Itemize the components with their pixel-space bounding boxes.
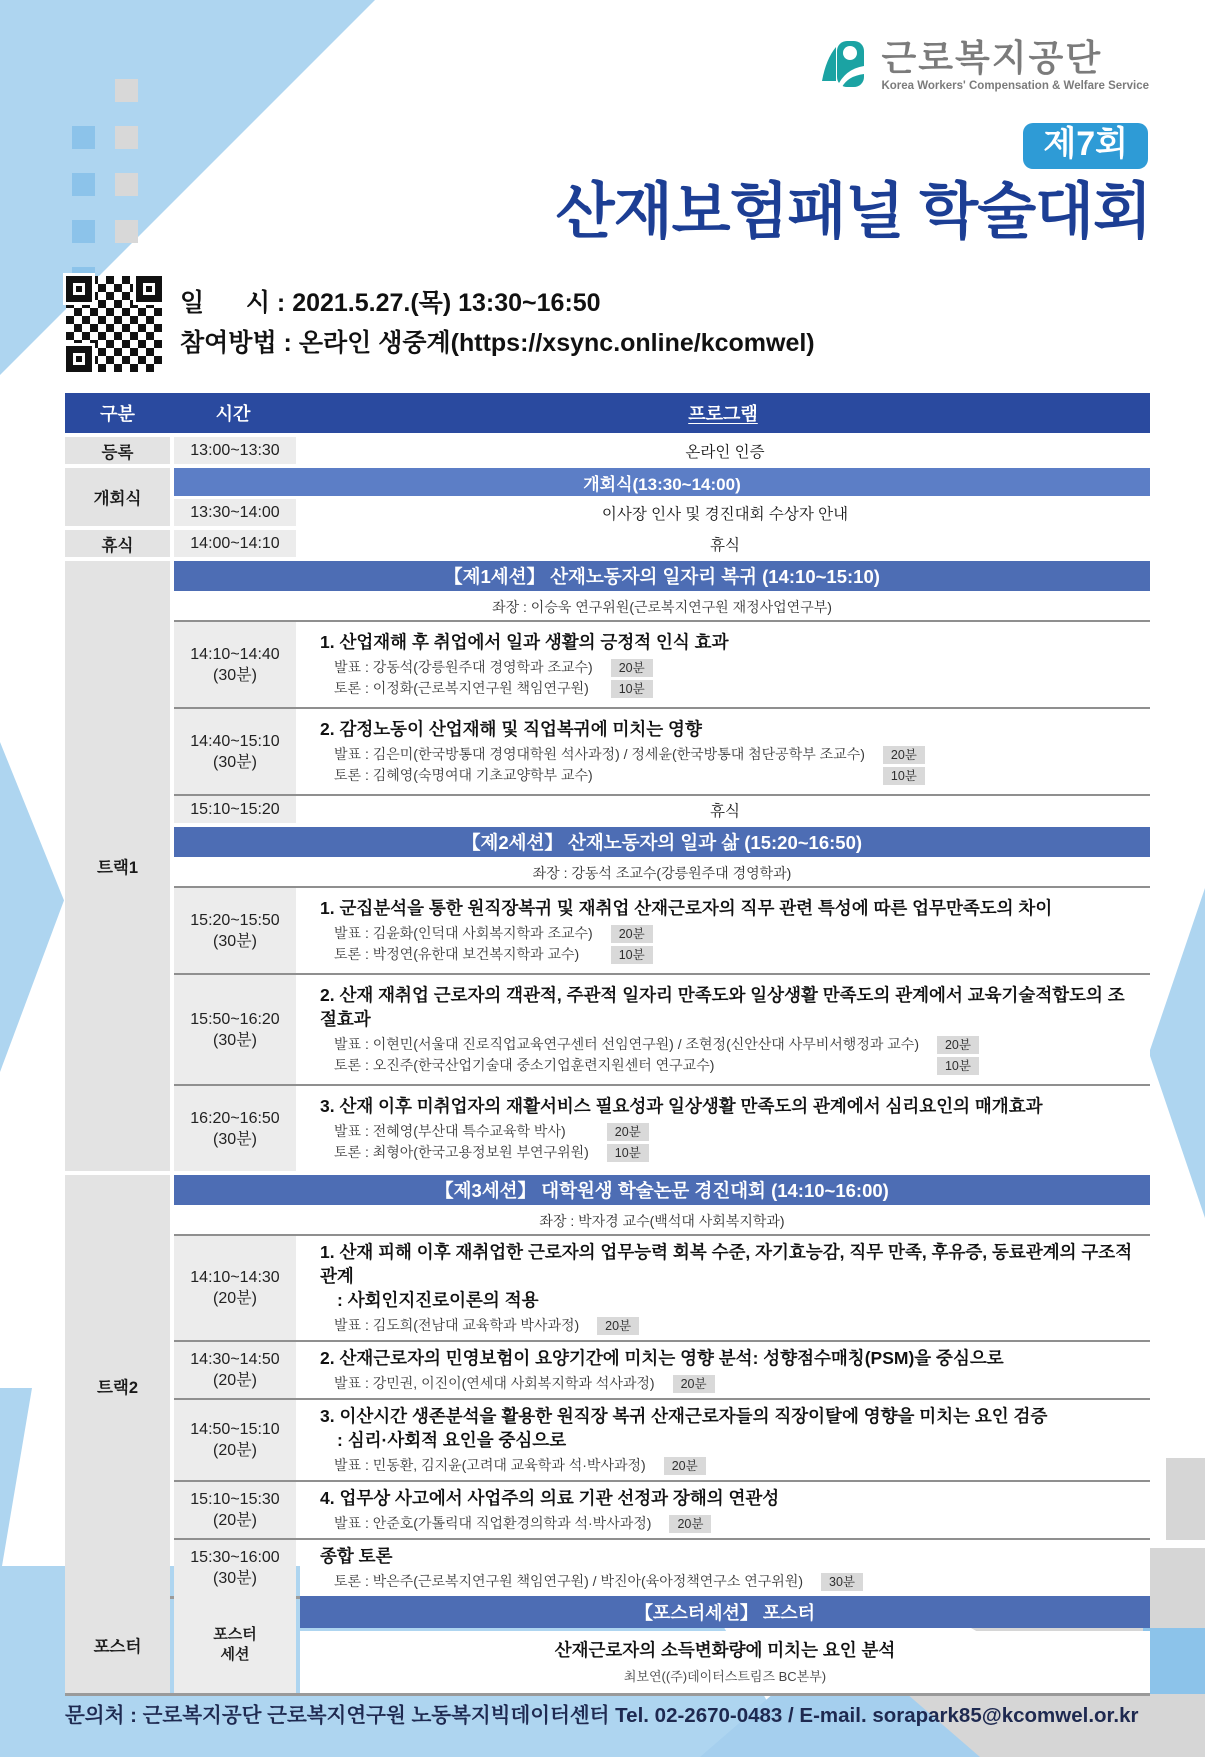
time-cell: 15:30~16:00 (30분)	[174, 1540, 296, 1596]
session-item	[174, 1084, 1150, 1171]
program-cell: 이사장 인사 및 경진대회 수상자 안내	[300, 499, 1150, 526]
group-break	[65, 530, 1150, 557]
discussant-line: 토론 : 이정화(근로복지연구원 책임연구원)	[334, 680, 589, 696]
time-cell: 15:20~15:50 (30분)	[174, 888, 296, 973]
time-cell: 14:00~14:10	[174, 530, 296, 557]
item-title: 1. 산업재해 후 취업에서 일과 생활의 긍정적 인식 효과	[320, 632, 729, 652]
time-cell: 15:50~16:20 (30분)	[174, 975, 296, 1084]
time-cell: 14:10~14:40 (30분)	[174, 622, 296, 707]
col-header-program: 프로그램	[688, 404, 758, 424]
duration-badge: 10분	[937, 1057, 979, 1075]
time-cell: 14:10~14:30 (20분)	[174, 1236, 296, 1340]
session-item	[174, 1538, 1150, 1596]
group-label: 휴식	[65, 530, 170, 557]
table-row	[174, 437, 1150, 464]
duration-badge: 20분	[611, 925, 653, 943]
group-label: 포스터	[65, 1596, 170, 1693]
program-cell: 온라인 인증	[300, 437, 1150, 464]
time-cell: 15:10~15:30 (20분)	[174, 1482, 296, 1538]
item-body	[300, 1086, 1150, 1171]
duration-badge: 30분	[821, 1573, 863, 1591]
item-body	[300, 975, 1150, 1084]
item-title: 3. 이산시간 생존분석을 활용한 원직장 복귀 산재근로자들의 직장이탈에 영향을 미치는 요인 검증	[320, 1406, 1048, 1426]
event-info	[180, 288, 815, 358]
brand-name-en: Korea Workers' Compensation & Welfare Service	[881, 80, 1149, 92]
poster-title: 산재근로자의 소득변화량에 미치는 요인 분석	[554, 1640, 896, 1660]
edition-badge: 제7회	[1023, 123, 1148, 169]
program-cell: 휴식	[300, 796, 1150, 823]
decor-square-gray-1	[115, 79, 138, 102]
decor-wedge-left	[0, 742, 64, 1072]
item-title: 4. 업무상 사고에서 사업주의 의료 기관 선정과 장해의 연관성	[320, 1488, 780, 1508]
duration-badge: 10분	[611, 680, 653, 698]
decor-square-right-blue	[1143, 1628, 1205, 1694]
poster-body	[300, 1631, 1150, 1693]
page-title: 산재보험패널 학술대회	[555, 177, 1151, 245]
item-title: 1. 산재 피해 이후 재취업한 근로자의 업무능력 회복 수준, 자기효능감, 직무 만족, 후유증, 동료관계의 구조적 관계	[320, 1242, 1133, 1286]
opening-band: 개회식(13:30~14:00)	[174, 468, 1150, 496]
item-body	[300, 1400, 1150, 1480]
session3-band: 【제3세션】 대학원생 학술논문 경진대회 (14:10~16:00)	[174, 1175, 1150, 1205]
decor-right-gray-notch	[1166, 1458, 1205, 1540]
participation-method: 참여방법 : 온라인 생중계(https://xsync.online/kcomwel)	[180, 329, 815, 357]
kcomwel-logo-icon	[815, 36, 869, 95]
group-register	[65, 437, 1150, 464]
time-cell: 13:30~14:00	[174, 499, 296, 526]
duration-badge: 20분	[937, 1036, 979, 1054]
duration-badge: 10분	[607, 1144, 649, 1162]
presenter-line: 발표 : 안준호(가톨릭대 직업환경의학과 석·박사과정)	[334, 1515, 652, 1531]
presenter-line: 발표 : 강민권, 이진이(연세대 사회복지학과 석사과정)	[334, 1375, 655, 1391]
poster-author: 최보연((주)데이터스트림즈 BC본부)	[623, 1669, 827, 1684]
group-label: 트랙2	[65, 1175, 170, 1596]
time-cell: 14:50~15:10 (20분)	[174, 1400, 296, 1480]
session3-chair: 좌장 : 박자경 교수(백석대 사회복지학과)	[174, 1208, 1150, 1234]
time-cell: 14:40~15:10 (30분)	[174, 709, 296, 794]
presenter-line: 발표 : 전혜영(부산대 특수교육학 박사)	[334, 1123, 566, 1139]
decor-square-gray-4	[115, 220, 138, 243]
presenter-line: 발표 : 민동환, 김지윤(고려대 교육학과 석·박사과정)	[334, 1457, 646, 1473]
decor-square-gray-2	[115, 126, 138, 149]
item-title: 3. 산재 이후 미취업자의 재활서비스 필요성과 일상생활 만족도의 관계에서 심리요인의 매개효과	[320, 1096, 1043, 1116]
item-body	[300, 888, 1150, 973]
decor-square-blue-3	[72, 220, 95, 243]
session1-chair: 좌장 : 이승욱 연구위원(근로복지연구원 재정사업연구부)	[174, 594, 1150, 620]
item-body	[300, 1236, 1150, 1340]
session-item	[174, 707, 1150, 794]
presenter-line: 발표 : 김은미(한국방통대 경영대학원 석사과정) / 정세윤(한국방통대 첨단공학부 조교수)	[334, 746, 865, 762]
session-item	[174, 1234, 1150, 1340]
col-header-time: 시간	[215, 404, 251, 424]
time-cell: 15:10~15:20	[174, 796, 296, 823]
time-cell: 13:00~13:30	[174, 437, 296, 464]
session1-band: 【제1세션】 산재노동자의 일자리 복귀 (14:10~15:10)	[174, 561, 1150, 591]
decor-wedge-right	[1149, 888, 1205, 1218]
item-title: 2. 산재 재취업 근로자의 객관적, 주관적 일자리 만족도와 일상생활 만족도의 관계에서 교육기술적합도의 조절효과	[320, 985, 1125, 1029]
table-row	[174, 499, 1150, 526]
duration-badge: 20분	[883, 746, 925, 764]
decor-square-blue-2	[72, 173, 95, 196]
group-track1	[65, 561, 1150, 1171]
decor-square-blue-1	[72, 126, 95, 149]
session-item	[174, 1340, 1150, 1398]
group-label: 트랙1	[65, 561, 170, 1171]
item-body	[300, 1540, 1150, 1596]
discussant-line: 토론 : 박은주(근로복지연구원 책임연구원) / 박진아(육아정책연구소 연구위원)	[334, 1573, 804, 1589]
presenter-line: 발표 : 강동석(강릉원주대 경영학과 조교수)	[334, 659, 593, 675]
item-body	[300, 1342, 1150, 1398]
duration-badge: 20분	[607, 1123, 649, 1141]
discussant-line: 토론 : 오진주(한국산업기술대 중소기업훈련지원센터 연구교수)	[334, 1057, 715, 1073]
event-datetime: 일 시 : 2021.5.27.(목) 13:30~16:50	[180, 289, 601, 317]
group-opening	[65, 468, 1150, 526]
discussant-line: 토론 : 김혜영(숙명여대 기초교양학부 교수)	[334, 767, 593, 783]
session-item	[174, 620, 1150, 707]
contact-info: 문의처 : 근로복지공단 근로복지연구원 노동복지빅데이터센터 Tel. 02-2670-0483 / E-mail. sorapark85@kcomwel.or.kr	[65, 1704, 1139, 1727]
decor-square-gray-3	[115, 173, 138, 196]
col-header-gubun: 구분	[100, 404, 135, 424]
item-title: 종합 토론	[320, 1546, 393, 1566]
qr-finder-icon	[66, 346, 92, 372]
duration-badge: 20분	[669, 1515, 711, 1533]
session-item	[174, 973, 1150, 1084]
duration-badge: 10분	[611, 946, 653, 964]
item-body	[300, 1482, 1150, 1538]
presenter-line: 발표 : 김도희(전남대 교육학과 박사과정)	[334, 1317, 580, 1333]
brand-name-kr: 근로복지공단	[881, 37, 1103, 78]
poster-band: 【포스터세션】 포스터	[300, 1596, 1150, 1628]
schedule-table	[65, 393, 1150, 1599]
item-title: 2. 산재근로자의 민영보험이 요양기간에 미치는 영향 분석: 성향점수매칭(PSM)을 중심으로	[320, 1348, 1004, 1368]
poster-session-block	[65, 1596, 1150, 1696]
session2-chair: 좌장 : 강동석 조교수(강릉원주대 경영학과)	[174, 860, 1150, 886]
item-body	[300, 709, 1150, 794]
time-cell: 16:20~16:50 (30분)	[174, 1086, 296, 1171]
session-item	[174, 1398, 1150, 1480]
program-cell: 휴식	[300, 530, 1150, 557]
table-header-row	[65, 393, 1150, 433]
discussant-line: 토론 : 박정연(유한대 보건복지학과 교수)	[334, 946, 580, 962]
item-body	[300, 622, 1150, 707]
item-title: 2. 감정노동이 산업재해 및 직업복귀에 미치는 영향	[320, 719, 702, 739]
poster-session-cell: 포스터 세션	[174, 1596, 296, 1693]
duration-badge: 20분	[673, 1375, 715, 1393]
presenter-line: 발표 : 이현민(서울대 진로직업교육연구센터 선임연구원) / 조현정(신안산대 사무비서행정과 교수)	[334, 1036, 919, 1052]
group-track2	[65, 1175, 1150, 1599]
discussant-line: 토론 : 최형아(한국고용정보원 부연구위원)	[334, 1144, 589, 1160]
item-title-line2: : 사회인지진로이론의 적용	[337, 1290, 539, 1310]
group-label: 개회식	[65, 468, 170, 526]
decor-strip-left-low	[0, 1388, 32, 1578]
table-row	[174, 794, 1150, 823]
duration-badge: 20분	[597, 1317, 639, 1335]
brand-logo	[815, 36, 1149, 95]
table-row	[174, 530, 1150, 557]
session-item	[174, 886, 1150, 973]
duration-badge: 10분	[883, 767, 925, 785]
qr-finder-icon	[136, 276, 162, 302]
session2-band: 【제2세션】 산재노동자의 일과 삶 (15:20~16:50)	[174, 827, 1150, 857]
item-title: 1. 군집분석을 통한 원직장복귀 및 재취업 산재근로자의 직무 관련 특성에 따른 업무만족도의 차이	[320, 898, 1053, 918]
time-cell: 14:30~14:50 (20분)	[174, 1342, 296, 1398]
duration-badge: 20분	[664, 1457, 706, 1475]
session-item	[174, 1480, 1150, 1538]
qr-code	[66, 276, 162, 372]
presenter-line: 발표 : 김윤화(인덕대 사회복지학과 조교수)	[334, 925, 593, 941]
qr-finder-icon	[66, 276, 92, 302]
duration-badge: 20분	[611, 659, 653, 677]
group-label: 등록	[65, 437, 170, 464]
item-title-line2: : 심리·사회적 요인을 중심으로	[337, 1430, 567, 1450]
